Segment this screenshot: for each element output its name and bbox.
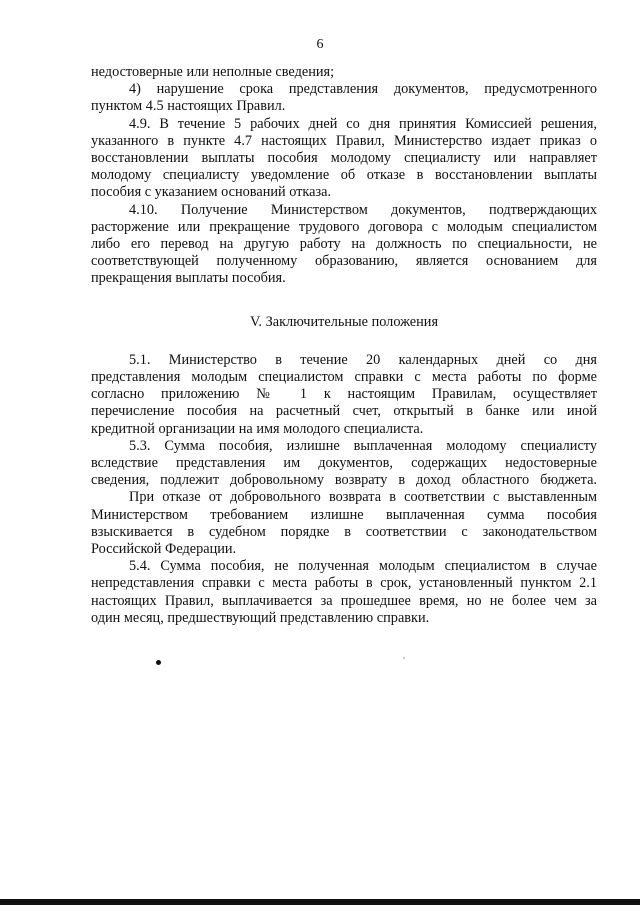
- text-line: настоящих Правил, выплачивается за прошедшее время, но не более чем за: [91, 592, 597, 609]
- text-line: кредитной организации на имя молодого специалиста.: [91, 420, 424, 437]
- document-body: [91, 64, 597, 627]
- text-line: 5.4. Сумма пособия, не полученная молодым специалистом в случае: [129, 558, 597, 575]
- text-line: один месяц, предшествующий представлению справки.: [91, 609, 430, 626]
- scan-bottom-edge: [0, 899, 640, 905]
- text-line: недостоверные или неполные сведения;: [91, 64, 335, 80]
- text-line: расторжение или прекращение трудового договора с молодым специалистом: [91, 218, 597, 235]
- text-line: 4.9. В течение 5 рабочих дней со дня принятия Комиссией решения,: [129, 115, 597, 132]
- text-line: Российской Федерации.: [91, 541, 237, 558]
- text-line: 4.10. Получение Министерством документов, подтверждающих: [129, 201, 597, 218]
- text-line: При отказе от добровольного возврата в соответствии с выставленным: [129, 489, 597, 506]
- section-heading: V. Заключительные положения: [249, 313, 439, 330]
- text-line: 5.1. Министерство в течение 20 календарных дней со дня: [129, 351, 597, 368]
- bullet-dot: [156, 660, 161, 665]
- text-line: 4) нарушение срока представления документов, предусмотренного: [129, 81, 597, 98]
- scan-mark: [403, 657, 405, 659]
- text-line: перечисление пособия на расчетный счет, открытый в банке или иной: [91, 403, 597, 420]
- text-line: пособия с указанием оснований отказа.: [91, 184, 332, 201]
- text-line: взыскивается в судебном порядке в соответствии с законодательством: [91, 523, 597, 540]
- text-line: молодому специалисту уведомление об отказе в восстановлении выплаты: [91, 167, 597, 184]
- page-number: 6: [316, 37, 324, 52]
- text-line: вследствие представления им документов, содержащих недостоверные: [91, 455, 597, 472]
- text-line: представления молодым специалистом справки с места работы по форме: [91, 369, 597, 386]
- text-line: соответствующей полученному образованию, является основанием для: [91, 253, 597, 270]
- text-line: указанного в пункте 4.7 настоящих Правил, Министерство издает приказ о: [91, 132, 597, 149]
- text-line: сведения, подлежит добровольному возврату в доход областного бюджета.: [91, 472, 597, 489]
- text-line: согласно приложению № 1 к настоящим Правилам, осуществляет: [91, 386, 597, 403]
- text-line: пунктом 4.5 настоящих Правил.: [91, 98, 286, 115]
- text-line: восстановлении выплаты пособия молодому специалисту или направляет: [91, 150, 597, 167]
- text-line: либо его перевод на другую работу на должность по специальности, не: [91, 236, 597, 253]
- text-line: Министерством требованием излишне выплаченная сумма пособия: [91, 506, 597, 523]
- text-line: 5.3. Сумма пособия, излишне выплаченная молодому специалисту: [129, 437, 597, 454]
- text-line: непредставления справки с места работы в срок, установленный пунктом 2.1: [91, 575, 597, 592]
- text-line: прекращения выплаты пособия.: [91, 270, 286, 287]
